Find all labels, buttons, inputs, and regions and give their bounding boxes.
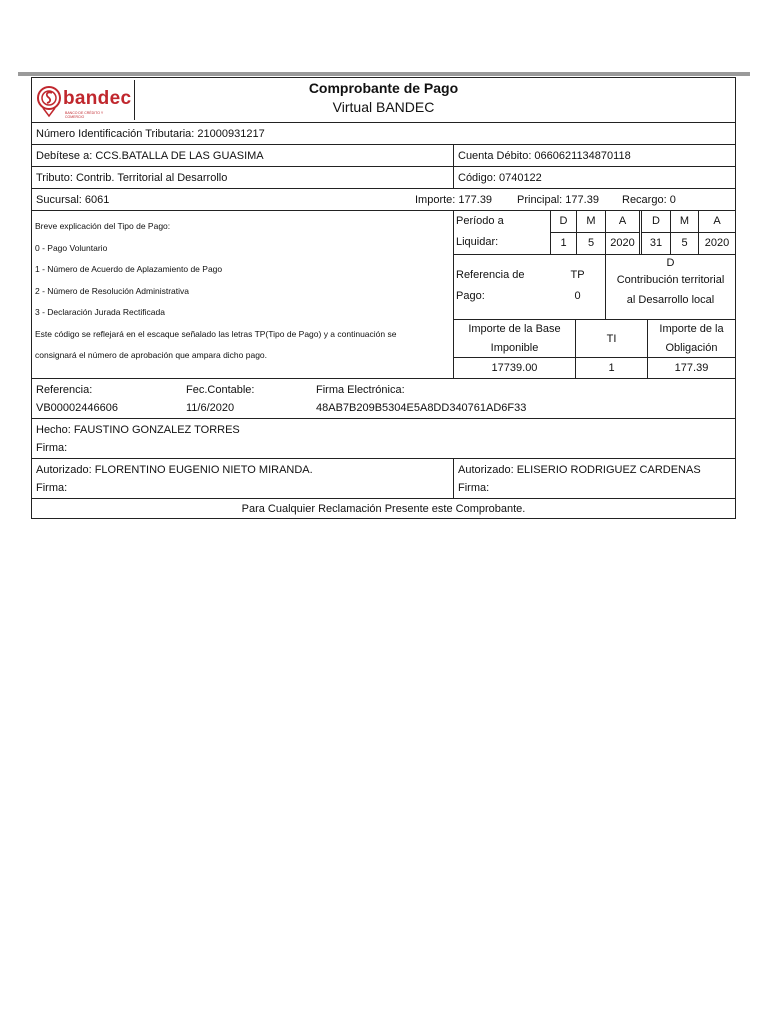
branch: Sucursal: 6061 bbox=[36, 194, 110, 206]
branch-row bbox=[32, 188, 735, 210]
payment-reference-section bbox=[454, 254, 735, 319]
explanation-line: 1 - Número de Acuerdo de Aplazamiento de Pago bbox=[35, 264, 223, 274]
period-col bbox=[605, 211, 639, 254]
receipt-header bbox=[32, 78, 735, 122]
accounting-date-label: Fec.Contable: bbox=[186, 384, 255, 396]
period-value: 5 bbox=[671, 232, 698, 253]
claim-notice: Para Cualquier Reclamación Presente este Comprobante. bbox=[241, 503, 526, 515]
tp-cell bbox=[550, 255, 605, 319]
period-section bbox=[454, 211, 735, 254]
reference-col bbox=[32, 379, 182, 418]
obligation-label-line: Importe de la bbox=[659, 323, 724, 335]
tax-row bbox=[32, 166, 735, 188]
surcharge: Recargo: 0 bbox=[622, 194, 676, 206]
electronic-signature-label: Firma Electrónica: bbox=[316, 384, 405, 396]
obligation-label-line: Obligación bbox=[665, 342, 718, 354]
amount: Importe: 177.39 bbox=[415, 194, 493, 206]
tax-code: Código: 0740122 bbox=[453, 167, 735, 188]
period-header: A bbox=[618, 215, 627, 227]
authorized-row bbox=[32, 458, 735, 498]
payment-detail-row bbox=[32, 210, 735, 378]
reference-label: Referencia: bbox=[36, 384, 93, 396]
signature-label: Firma: bbox=[458, 482, 490, 494]
payment-type-explanation bbox=[32, 211, 453, 378]
tp-label: TP bbox=[570, 269, 585, 281]
period-value: 5 bbox=[577, 232, 605, 253]
taxable-base-label bbox=[454, 320, 575, 357]
reference-description-line: al Desarrollo local bbox=[626, 294, 715, 306]
tp-value: 0 bbox=[574, 290, 581, 302]
amounts-values bbox=[454, 357, 735, 379]
period-col bbox=[639, 211, 670, 254]
period-col bbox=[576, 211, 605, 254]
period-value: 1 bbox=[551, 232, 576, 253]
explanation-line: Breve explicación del Tipo de Pago: bbox=[35, 221, 171, 231]
electronic-signature-col bbox=[312, 379, 735, 418]
period-col bbox=[670, 211, 698, 254]
authorized-2-col bbox=[453, 459, 735, 498]
period-label-line: Liquidar: bbox=[456, 236, 499, 248]
payment-reference-label-line: Referencia de bbox=[456, 269, 525, 281]
ti-label: TI bbox=[575, 320, 647, 357]
principal: Principal: 177.39 bbox=[517, 194, 599, 206]
made-by-row bbox=[32, 418, 735, 458]
debit-to: Debítese a: CCS.BATALLA DE LAS GUASIMA bbox=[36, 150, 264, 162]
authorized-1: Autorizado: FLORENTINO EUGENIO NIETO MIRANDA. bbox=[36, 464, 313, 476]
payment-reference-label-line: Pago: bbox=[456, 290, 485, 302]
made-by: Hecho: FAUSTINO GONZALEZ TORRES bbox=[36, 424, 240, 436]
payment-grid bbox=[453, 211, 735, 378]
reference-row bbox=[32, 378, 735, 418]
accounting-date-col bbox=[182, 379, 312, 418]
explanation-line: Este código se reflejará en el escaque señalado las letras TP(Tipo de Pago) y a continuación se bbox=[35, 328, 397, 339]
debit-account: Cuenta Débito: 0660621134870118 bbox=[453, 145, 735, 166]
ti-value: 1 bbox=[575, 358, 647, 379]
taxable-base-value: 17739.00 bbox=[491, 362, 538, 374]
reference-description-line: Contribución territorial bbox=[616, 274, 725, 286]
logo-name: bandec bbox=[63, 88, 132, 109]
period-col bbox=[550, 211, 576, 254]
logo-tagline: BANCO DE CRÉDITO Y COMERCIO bbox=[65, 111, 104, 119]
period-header: D bbox=[652, 215, 660, 227]
receipt-subtitle: Virtual BANDEC bbox=[332, 99, 435, 115]
explanation-line: consignará el número de aprobación que ampara dicho pago. bbox=[35, 350, 268, 360]
period-value: 2020 bbox=[606, 232, 639, 253]
payment-receipt bbox=[31, 77, 736, 519]
authorized-2: Autorizado: ELISERIO RODRIGUEZ CARDENAS bbox=[458, 464, 701, 476]
receipt-title: Comprobante de Pago bbox=[308, 80, 459, 96]
period-header: M bbox=[586, 215, 596, 227]
taxable-base-label-line: Imponible bbox=[490, 342, 539, 354]
obligation-label bbox=[647, 320, 735, 357]
signature-label: Firma: bbox=[36, 442, 68, 454]
period-label-line: Período a bbox=[456, 215, 504, 227]
period-value: 2020 bbox=[699, 232, 735, 253]
authorized-1-col bbox=[32, 459, 453, 498]
d-label: D bbox=[666, 257, 675, 269]
period-header: D bbox=[559, 215, 568, 227]
tax-type: Tributo: Contrib. Territorial al Desarrollo bbox=[36, 172, 228, 184]
description-cell bbox=[605, 255, 735, 319]
footer-row bbox=[32, 498, 735, 518]
nit-row bbox=[32, 122, 735, 144]
obligation-value: 177.39 bbox=[647, 358, 735, 379]
explanation-line: 0 - Pago Voluntario bbox=[35, 242, 108, 253]
electronic-signature-value: 48AB7B209B5304E5A8DD340761AD6F33 bbox=[316, 402, 527, 414]
period-value: 31 bbox=[642, 232, 670, 253]
explanation-line: 3 - Declaración Jurada Rectificada bbox=[35, 307, 165, 317]
amounts-header bbox=[454, 319, 735, 357]
signature-label: Firma: bbox=[36, 482, 68, 494]
period-header: A bbox=[713, 215, 721, 227]
taxable-base-label-line: Importe de la Base bbox=[468, 323, 561, 335]
explanation-line: 2 - Número de Resolución Administrativa bbox=[35, 285, 190, 296]
reference-value: VB00002446606 bbox=[36, 402, 118, 414]
payment-reference-label bbox=[454, 255, 550, 319]
made-by-col bbox=[32, 419, 735, 458]
top-divider bbox=[18, 72, 750, 76]
nit: Número Identificación Tributaria: 21000931217 bbox=[36, 128, 265, 140]
period-label bbox=[454, 211, 550, 254]
period-col bbox=[698, 211, 735, 254]
period-header: M bbox=[679, 215, 690, 227]
debit-row bbox=[32, 144, 735, 166]
accounting-date-value: 11/6/2020 bbox=[186, 402, 235, 414]
